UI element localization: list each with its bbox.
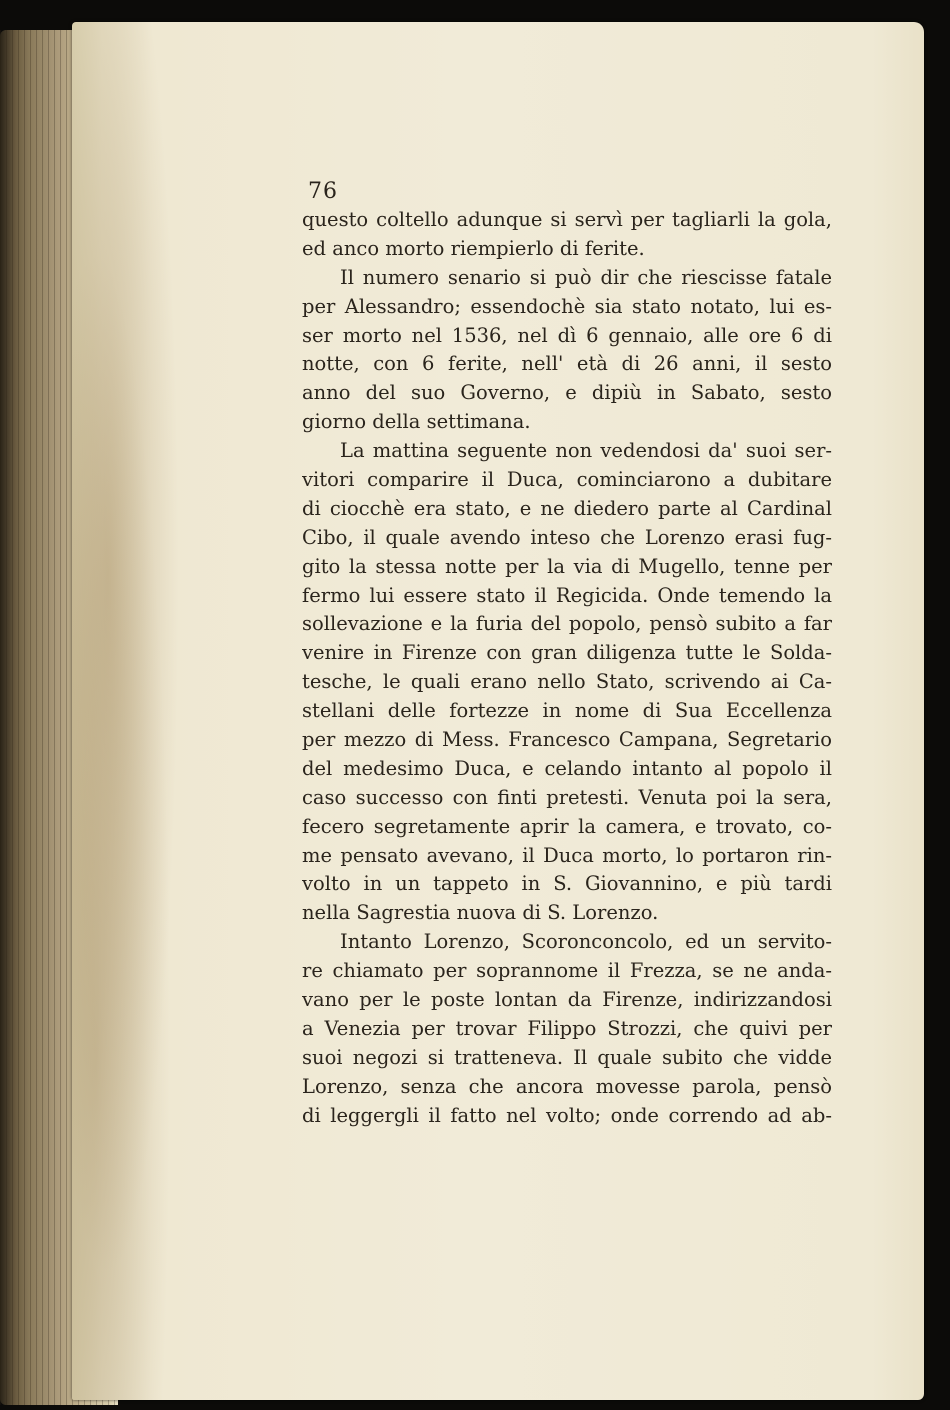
text-line: venire in Firenze con gran diligenza tutte le Solda- bbox=[302, 641, 832, 665]
text-lines bbox=[302, 206, 832, 1131]
text-line: per Alessandro; essendochè sia stato notato, lui es- bbox=[302, 294, 832, 318]
text-line: di ciocchè era stato, e ne diedero parte al Cardinal bbox=[302, 496, 832, 520]
text-line: Lorenzo, senza che ancora movesse parola, pensò bbox=[302, 1074, 832, 1098]
text-line: caso successo con finti pretesti. Venuta poi la sera, bbox=[302, 785, 832, 809]
text-line: questo coltello adunque si servì per tagliarli la gola, bbox=[302, 208, 832, 231]
text-line: Il numero senario si può dir che riescisse fatale bbox=[340, 265, 832, 289]
text-line: volto in un tappeto in S. Giovannino, e più tardi bbox=[302, 872, 832, 896]
text-line: re chiamato per soprannome il Frezza, se ne anda- bbox=[302, 959, 832, 983]
text-line: nella Sagrestia nuova di S. Lorenzo. bbox=[302, 901, 659, 925]
text-line: anno del suo Governo, e dipiù in Sabato, sesto bbox=[302, 381, 832, 405]
text-line: giorno della settimana. bbox=[302, 410, 531, 434]
text-line: di leggergli il fatto nel volto; onde correndo ad ab- bbox=[302, 1103, 832, 1127]
text-line: gito la stessa notte per la via di Mugello, tenne per bbox=[302, 554, 832, 578]
text-line: fecero segretamente aprir la camera, e trovato, co- bbox=[302, 814, 832, 838]
text-line: stellani delle fortezze in nome di Sua Eccellenza bbox=[302, 699, 832, 723]
text-line: per mezzo di Mess. Francesco Campana, Segretario bbox=[302, 728, 832, 752]
text-line: fermo lui essere stato il Regicida. Onde temendo la bbox=[302, 583, 832, 607]
page-text-block bbox=[302, 180, 832, 1131]
page-number: 76 bbox=[308, 179, 338, 204]
text-line: vano per le poste lontan da Firenze, indirizzandosi bbox=[302, 988, 832, 1012]
text-line: ser morto nel 1536, nel dì 6 gennaio, alle ore 6 di bbox=[302, 323, 832, 347]
page-stain bbox=[72, 22, 192, 1400]
text-line: Intanto Lorenzo, Scoronconcolo, ed un servito- bbox=[340, 930, 832, 954]
text-line: me pensato avevano, il Duca morto, lo portaron rin- bbox=[302, 843, 832, 867]
text-line: vitori comparire il Duca, cominciarono a dubitare bbox=[302, 468, 832, 492]
text-line: a Venezia per trovar Filippo Strozzi, che quivi per bbox=[302, 1016, 832, 1040]
text-line: La mattina seguente non vedendosi da' suoi ser- bbox=[340, 439, 832, 463]
text-line: del medesimo Duca, e celando intanto al popolo il bbox=[302, 756, 832, 780]
text-line: ed anco morto riempierlo di ferite. bbox=[302, 236, 645, 260]
text-line: Cibo, il quale avendo inteso che Lorenzo erasi fug- bbox=[302, 525, 832, 549]
text-line: tesche, le quali erano nello Stato, scrivendo ai Ca- bbox=[302, 670, 832, 694]
text-line: suoi negozi si tratteneva. Il quale subito che vidde bbox=[302, 1045, 832, 1069]
text-line: sollevazione e la furia del popolo, pensò subito a far bbox=[302, 612, 832, 636]
text-line: notte, con 6 ferite, nell' età di 26 anni, il sesto bbox=[302, 352, 832, 376]
